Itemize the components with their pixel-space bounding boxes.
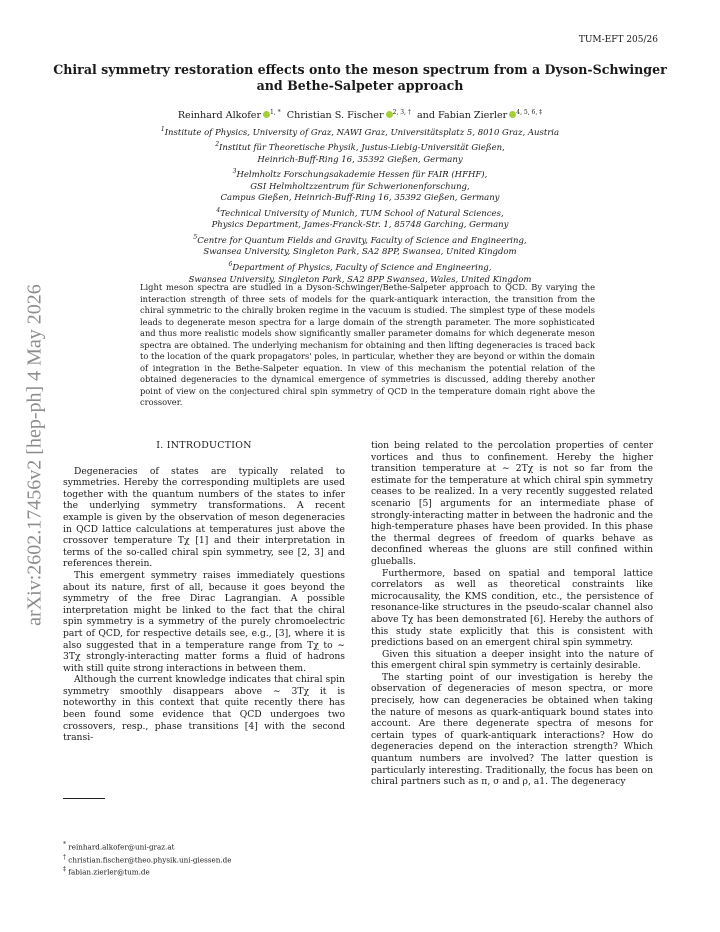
body-paragraph: tion being related to the percolation properties of center vortices and thus to confinement. Hereby the higher transition temperature at ∼ 2Tχ is not so far from the estimate for the temperature at which chiral spin symmetry ceases to be realized. In a very recently suggested related scenario [5] arguments for an intermediate phase of strongly-interacting matter in between the hadronic and the high-temperature phases have been provided. In this phase the thermal degrees of freedom of quarks behave as deconfined whereas the gluons are still confined within glueballs. xyxy=(371,440,653,567)
left-column xyxy=(63,440,345,744)
footnote-mark: † xyxy=(63,853,66,861)
footnote-email[interactable]: fabian.zierler@tum.de xyxy=(68,867,150,877)
affiliation-text: Centre for Quantum Fields and Gravity, Faculty of Science and Engineering, xyxy=(197,235,527,246)
affiliation-text: Campus Gießen, Heinrich-Buff-Ring 16, 35392 Gießen, Germany xyxy=(220,193,500,204)
affiliation-line xyxy=(50,124,670,139)
affiliation-line xyxy=(50,259,670,274)
affiliation-line xyxy=(50,139,670,154)
affiliation-line xyxy=(50,193,670,205)
footnote-email[interactable]: christian.fischer@theo.physik.uni-giessen.de xyxy=(68,854,232,864)
affiliation-text: Swansea University, Singleton Park, SA2 8PP, Swansea, United Kingdom xyxy=(203,247,517,258)
orcid-icon[interactable] xyxy=(263,111,270,118)
author-mark: 4, 5, 6, ‡ xyxy=(516,109,543,116)
right-column xyxy=(371,440,653,788)
affiliation-mark: 5 xyxy=(193,234,198,242)
affiliation-line xyxy=(50,182,670,194)
title-line-2: and Bethe-Salpeter approach xyxy=(256,78,464,93)
paper-title xyxy=(50,62,670,94)
section-heading: I. INTRODUCTION xyxy=(156,440,252,451)
affiliation-line xyxy=(50,155,670,167)
orcid-icon[interactable] xyxy=(386,111,393,118)
affiliation-mark: 3 xyxy=(232,168,237,176)
body-paragraph: Although the current knowledge indicates that chiral spin symmetry smoothly disappears above ∼ 3Tχ it is noteworthy in this context that quite recently there has been found some evidence that QCD undergoes two crossovers, resp., phase transitions [4] with the second transi- xyxy=(63,674,345,744)
affiliation-line xyxy=(50,232,670,247)
affiliation-mark: 2 xyxy=(215,141,220,149)
affiliation-text: Heinrich-Buff-Ring 16, 35392 Gießen, Germany xyxy=(257,154,463,165)
affiliation-mark: 1 xyxy=(160,126,165,133)
body-paragraph: Given this situation a deeper insight into the nature of this emergent chiral spin symmetry is certainly desirable. xyxy=(371,648,653,672)
author-mark: 2, 3, † xyxy=(392,109,411,116)
affiliation-line xyxy=(50,166,670,181)
affiliation-text: Swansea University, Singleton Park, SA2 8PP Swansea, Wales, United Kingdom xyxy=(188,274,532,285)
footnotes xyxy=(63,840,232,878)
abstract: Light meson spectra are studied in a Dyson-Schwinger/Bethe-Salpeter approach to QCD. By varying the interaction strength of three sets of models for the quark-antiquark interaction, the transition from the chiral symmetric to the chirally broken regime in the vacuum is studied. The simplest type of these models leads to degenerate meson spectra for a large domain of the strength parameter. The more sophisticated and thus more realistic models show significantly smaller parameter domains for which degenerate meson spectra are obtained. The underlying mechanism for obtaining and then lifting degeneracies is traced back to the location of the quark propagators' poles, in particular, whether they are beyond or within the domain of integration in the Bethe-Salpeter equation. In view of this mechanism the potential relation of the obtained degeneracies to the dynamical emergence of symmetries is discussed, adding thereby another point of view on the conjectured chiral spin symmetry of QCD in the temperature domain right above the crossover. xyxy=(140,282,595,407)
affiliation-line xyxy=(50,205,670,220)
author-name: Reinhard Alkofer xyxy=(177,110,262,122)
affiliation-mark: 4 xyxy=(216,207,221,215)
arxiv-sidebar xyxy=(0,0,60,932)
footnote-rule xyxy=(63,798,105,799)
author-mark: 1, * xyxy=(270,109,281,116)
author-list xyxy=(50,109,670,121)
footnote-mark: * xyxy=(63,841,66,848)
footnote xyxy=(63,840,232,853)
arxiv-stamp[interactable]: arXiv:2602.17456v2 [hep-ph] 4 May 2026 xyxy=(23,284,46,626)
body-paragraph: The starting point of our investigation is hereby the observation of degeneracies of meson spectra, or more precisely, how can degeneracies be obtained when taking the nature of mesons as quark-antiquark bound states into account. Are there degenerate spectra of mesons for certain types of quark-antiquark interactions? How do degeneracies depend on the interaction strength? Which quantum numbers are involved? The latter question is particularly interesting. Traditionally, the focus has been on chiral partners such as π, σ and ρ, a1. The degeneracy xyxy=(371,671,653,788)
affiliation-line xyxy=(50,220,670,232)
author-name: Christian S. Fischer xyxy=(286,110,384,122)
footnote-mark: ‡ xyxy=(63,866,66,874)
affiliation-line xyxy=(50,247,670,259)
footnote xyxy=(63,853,232,866)
affiliation-text: Physics Department, James-Franck-Str. 1, 85748 Garching, Germany xyxy=(211,220,509,231)
affiliation-text: Technical University of Munich, TUM School of Natural Sciences, xyxy=(220,208,504,219)
affiliation-list xyxy=(50,124,670,286)
report-number: TUM-EFT 205/26 xyxy=(578,35,658,45)
body-paragraph: Furthermore, based on spatial and temporal lattice correlators as well as theoretical constraints like microcausality, the KMS condition, etc., the persistence of resonance-like structures in the pseudo-scalar channel also above Tχ has been demonstrated [6]. Hereby the authors of this study state explicitly that this is consistent with predictions based on an emergent chiral spin symmetry. xyxy=(371,567,653,649)
affiliation-text: GSI Helmholtzzentrum für Schwerionenforschung, xyxy=(250,181,470,192)
author-name: Fabian Zierler xyxy=(438,110,508,122)
affiliation-mark: 6 xyxy=(228,261,233,269)
affiliation-text: Institute of Physics, University of Graz, NAWI Graz, Universitätsplatz 5, 8010 Graz, Austria xyxy=(164,127,560,138)
body-paragraph: This emergent symmetry raises immediately questions about its nature, first of all, because it goes beyond the symmetry of the free Dirac Lagrangian. A possible interpretation might be linked to the fact that the chiral spin symmetry is a symmetry of the purely chromoelectric part of QCD, for respective details see, e.g., [3], where it is also suggested that in a temperature range from Tχ to ∼ 3Tχ strongly-interacting matter forms a fluid of hadrons with still quite strong interactions in between them. xyxy=(63,569,345,674)
affiliation-text: Institut für Theoretische Physik, Justus-Liebig-Universität Gießen, xyxy=(219,143,505,154)
footnote xyxy=(63,865,232,878)
footnote-email[interactable]: reinhard.alkofer@uni-graz.at xyxy=(68,842,175,852)
author-conjunction: and xyxy=(416,110,435,122)
body-paragraph: Degeneracies of states are typically related to symmetries. Hereby the corresponding multiplets are used together with the quantum numbers of the states to infer the underlying symmetry transformations. A recent example is given by the observation of meson degeneracies in QCD lattice calculations at temperatures just above the crossover temperature Tχ [1] and their interpretation in terms of the so-called chiral spin symmetry, see [2, 3] and references therein. xyxy=(63,465,345,570)
title-line-1: Chiral symmetry restoration effects onto the meson spectrum from a Dyson-Schwinger xyxy=(53,62,667,77)
affiliation-text: Helmholtz Forschungsakademie Hessen für FAIR (HFHF), xyxy=(236,170,488,181)
affiliation-text: Department of Physics, Faculty of Science and Engineering, xyxy=(232,262,492,273)
